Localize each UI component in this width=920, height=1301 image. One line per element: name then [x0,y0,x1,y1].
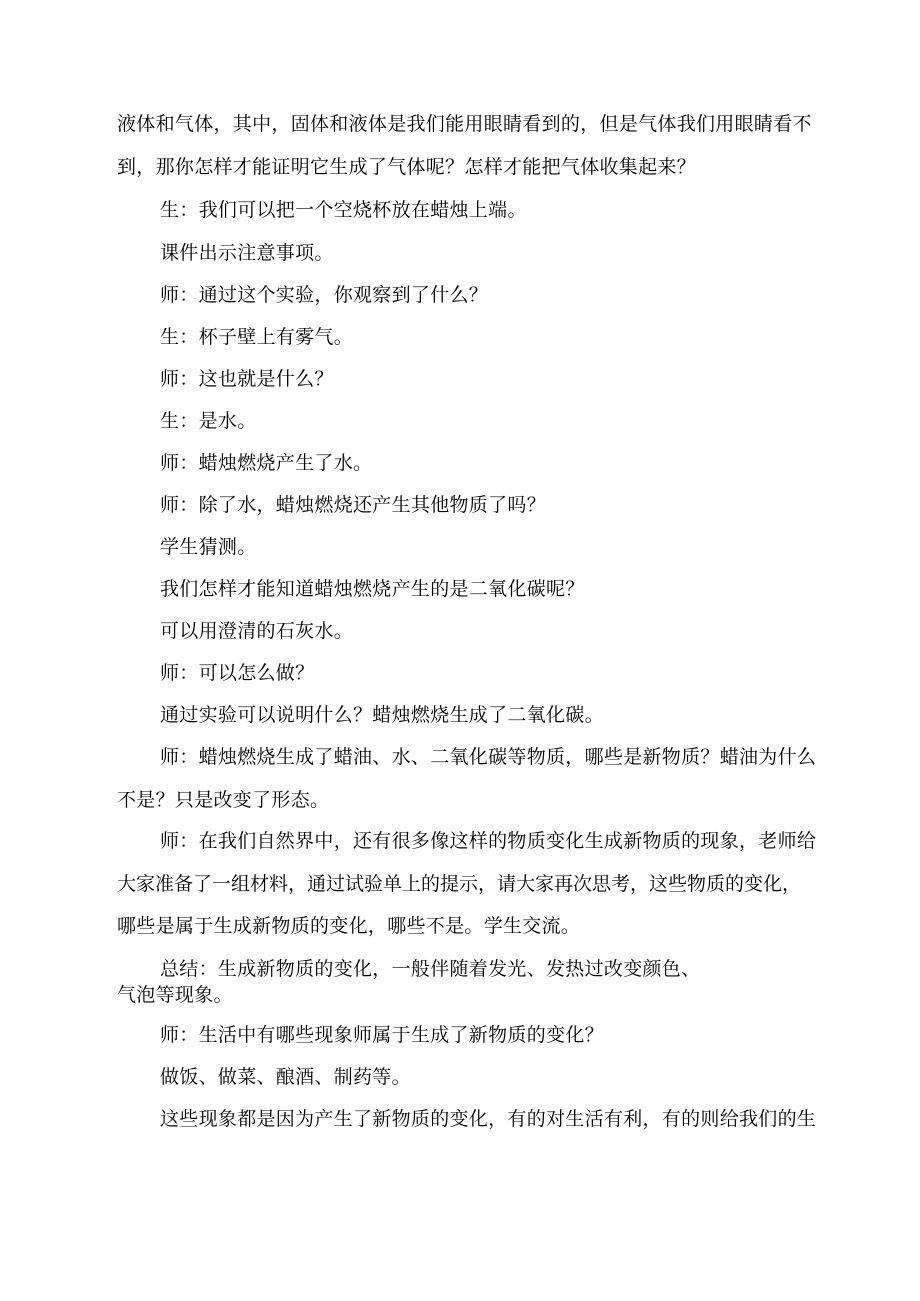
text-line: 气泡等现象。 [117,984,233,1006]
text-line: 生：杯子壁上有雾气。 [160,326,354,348]
text-line: 师：这也就是什么？ [160,368,334,390]
text-line: 学生猜测。 [160,536,257,558]
text-line: 师：通过这个实验，你观察到了什么？ [160,284,489,306]
text-line: 这些现象都是因为产生了新物质的变化，有的对生活有利，有的则给我们的生 [160,1108,817,1130]
text-line: 课件出示注意事项。 [160,242,334,264]
text-line: 师：除了水，蜡烛燃烧还产生其他物质了吗？ [160,494,547,516]
text-line: 我们怎样才能知道蜡烛燃烧产生的是二氧化碳呢？ [160,578,585,600]
text-line: 师：生活中有哪些现象师属于生成了新物质的变化？ [160,1024,604,1046]
text-line: 师：蜡烛燃烧产生了水。 [160,452,373,474]
text-line: 液体和气体，其中，固体和液体是我们能用眼睛看到的，但是气体我们用眼睛看不 [117,113,812,135]
text-line: 不是？只是改变了形态。 [117,789,330,811]
text-line: 师：可以怎么做？ [160,662,315,684]
text-line: 做饭、做菜、酿酒、制药等。 [160,1066,411,1088]
text-line: 生：我们可以把一个空烧杯放在蜡烛上端。 [160,199,527,221]
text-line: 可以用澄清的石灰水。 [160,620,354,642]
text-line: 到，那你怎样才能证明它生成了气体呢？怎样才能把气体收集起来？ [117,156,697,178]
text-line: 生：是水。 [160,410,257,432]
text-line: 大家准备了一组材料，通过试验单上的提示，请大家再次思考，这些物质的变化， [117,873,802,895]
text-line: 哪些是属于生成新物质的变化，哪些不是。学生交流。 [117,915,581,937]
text-line: 师：蜡烛燃烧生成了蜡油、水、二氧化碳等物质，哪些是新物质？蜡油为什么 [160,746,817,768]
text-line: 通过实验可以说明什么？蜡烛燃烧生成了二氧化碳。 [160,704,604,726]
text-line: 师：在我们自然界中，还有很多像这样的物质变化生成新物质的现象，老师给 [160,830,817,852]
text-line: 总结：生成新物质的变化，一般伴随着发光、发热过改变颜色、 [160,958,701,980]
